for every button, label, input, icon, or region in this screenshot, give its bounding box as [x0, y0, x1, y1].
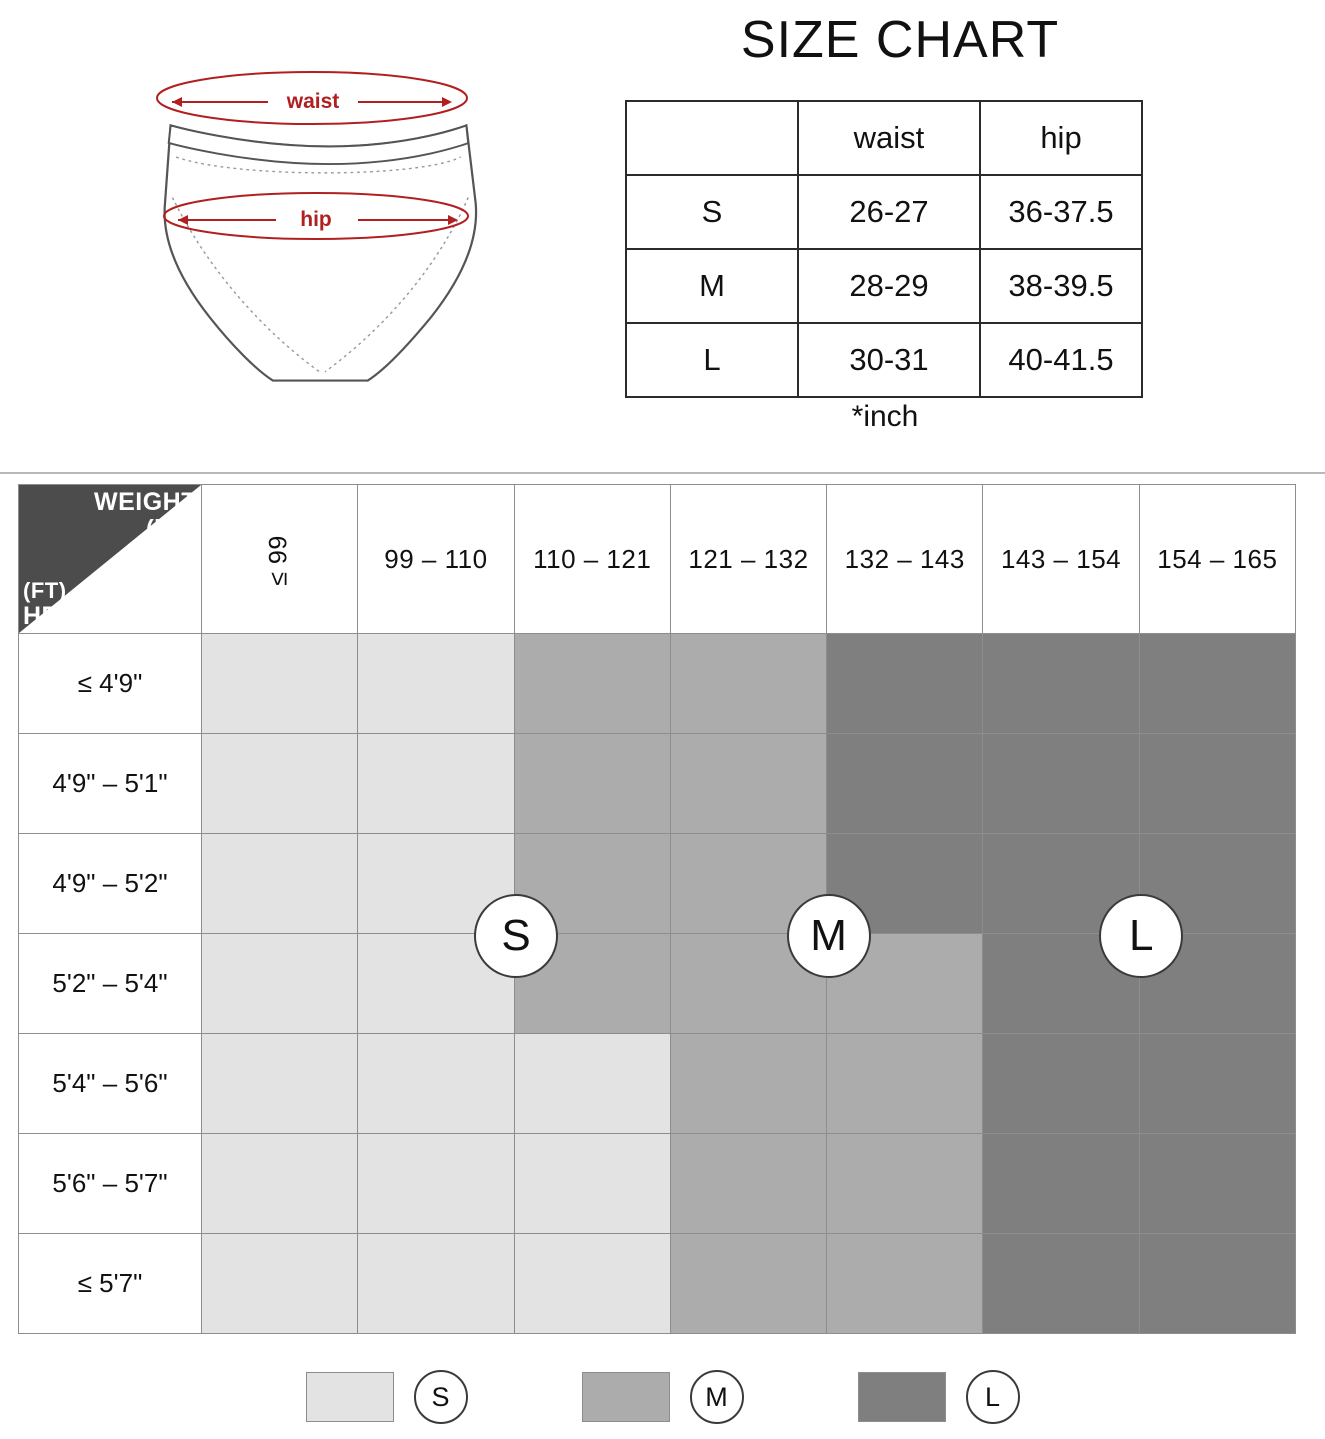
- matrix-row: [19, 1234, 1296, 1334]
- size-marker-s: S: [474, 894, 558, 978]
- measurement-table: [625, 100, 1143, 398]
- weight-col-header-1: 99 – 110: [358, 485, 514, 634]
- legend-item-m: [582, 1370, 744, 1424]
- weight-col-header-4: 132 – 143: [827, 485, 983, 634]
- matrix-cell: [827, 634, 983, 734]
- height-axis-label: (FT) HEIGHT: [23, 577, 121, 630]
- matrix-cell: [983, 634, 1139, 734]
- legend-swatch-m: [582, 1372, 670, 1422]
- height-row-header-2: 4'9" – 5'2": [19, 834, 202, 934]
- matrix-cell: [670, 734, 826, 834]
- height-row-header-1: 4'9" – 5'1": [19, 734, 202, 834]
- page-title: SIZE CHART: [740, 11, 1060, 69]
- legend-label-m: M: [690, 1370, 744, 1424]
- matrix-cell: [983, 734, 1139, 834]
- matrix-cell: [1139, 1134, 1295, 1234]
- matrix-cell: [358, 1034, 514, 1134]
- weight-col-header-5: 143 – 154: [983, 485, 1139, 634]
- table-header-row: [626, 101, 1142, 175]
- matrix-cell: [202, 734, 358, 834]
- matrix-cell: [514, 1134, 670, 1234]
- matrix-cell: [358, 734, 514, 834]
- matrix-cell: [983, 1034, 1139, 1134]
- height-row-header-3: 5'2" – 5'4": [19, 934, 202, 1034]
- matrix-cell: [1139, 1034, 1295, 1134]
- matrix-cell: [358, 634, 514, 734]
- legend-swatch-l: [858, 1372, 946, 1422]
- matrix-corner-header: [19, 485, 202, 634]
- matrix-cell: [827, 1134, 983, 1234]
- size-matrix-table: [18, 484, 1296, 1334]
- matrix-cell: [202, 1034, 358, 1134]
- matrix-row: [19, 1034, 1296, 1134]
- matrix-cell: [514, 734, 670, 834]
- unit-note: *inch: [851, 400, 919, 433]
- matrix-cell: [358, 1134, 514, 1234]
- table-row: [626, 249, 1142, 323]
- matrix-cell: [202, 1234, 358, 1334]
- weight-col-header-0: ≤ 99: [202, 485, 358, 634]
- hip-value-m: 38-39.5: [980, 249, 1142, 323]
- height-row-header-6: ≤ 5'7": [19, 1234, 202, 1334]
- waist-value-s: 26-27: [798, 175, 980, 249]
- size-label-s: S: [626, 175, 798, 249]
- matrix-row: [19, 634, 1296, 734]
- height-row-header-5: 5'6" – 5'7": [19, 1134, 202, 1234]
- weight-col-header-6: 154 – 165: [1139, 485, 1295, 634]
- matrix-cell: [827, 734, 983, 834]
- matrix-cell: [670, 634, 826, 734]
- table-row: [626, 175, 1142, 249]
- hip-value-l: 40-41.5: [980, 323, 1142, 397]
- waist-value-l: 30-31: [798, 323, 980, 397]
- matrix-cell: [670, 1234, 826, 1334]
- height-row-header-4: 5'4" – 5'6": [19, 1034, 202, 1134]
- matrix-cell: [514, 634, 670, 734]
- hip-label: hip: [300, 208, 332, 231]
- waist-value-m: 28-29: [798, 249, 980, 323]
- table-header-waist: waist: [798, 101, 980, 175]
- matrix-cell: [202, 834, 358, 934]
- matrix-cell: [1139, 734, 1295, 834]
- matrix-cell: [1139, 1234, 1295, 1334]
- size-label-l: L: [626, 323, 798, 397]
- legend: [0, 1370, 1325, 1424]
- weight-axis-label: WEIGHT (lbs): [94, 488, 197, 542]
- matrix-cell: [514, 1234, 670, 1334]
- matrix-cell: [827, 1034, 983, 1134]
- garment-diagram: [120, 40, 520, 420]
- legend-item-s: [306, 1370, 468, 1424]
- legend-label-s: S: [414, 1370, 468, 1424]
- matrix-cell: [358, 1234, 514, 1334]
- matrix-cell: [983, 1234, 1139, 1334]
- size-marker-l: L: [1099, 894, 1183, 978]
- weight-col-header-2: 110 – 121: [514, 485, 670, 634]
- matrix-cell: [670, 1134, 826, 1234]
- matrix-cell: [670, 1034, 826, 1134]
- size-label-m: M: [626, 249, 798, 323]
- legend-item-l: [858, 1370, 1020, 1424]
- table-header-hip: hip: [980, 101, 1142, 175]
- weight-col-header-3: 121 – 132: [670, 485, 826, 634]
- table-corner-cell: [626, 101, 798, 175]
- matrix-cell: [202, 634, 358, 734]
- waist-label: waist: [286, 90, 340, 113]
- legend-label-l: L: [966, 1370, 1020, 1424]
- matrix-row: [19, 734, 1296, 834]
- matrix-header-row: [19, 485, 1296, 634]
- matrix-cell: [983, 1134, 1139, 1234]
- size-matrix: [18, 484, 1296, 1334]
- matrix-row: [19, 1134, 1296, 1234]
- matrix-cell: [514, 1034, 670, 1134]
- matrix-cell: [827, 1234, 983, 1334]
- legend-swatch-s: [306, 1372, 394, 1422]
- table-row: [626, 323, 1142, 397]
- matrix-cell: [202, 1134, 358, 1234]
- top-section: [0, 0, 1325, 474]
- matrix-cell: [202, 934, 358, 1034]
- matrix-cell: [1139, 634, 1295, 734]
- size-marker-m: M: [787, 894, 871, 978]
- height-row-header-0: ≤ 4'9": [19, 634, 202, 734]
- hip-value-s: 36-37.5: [980, 175, 1142, 249]
